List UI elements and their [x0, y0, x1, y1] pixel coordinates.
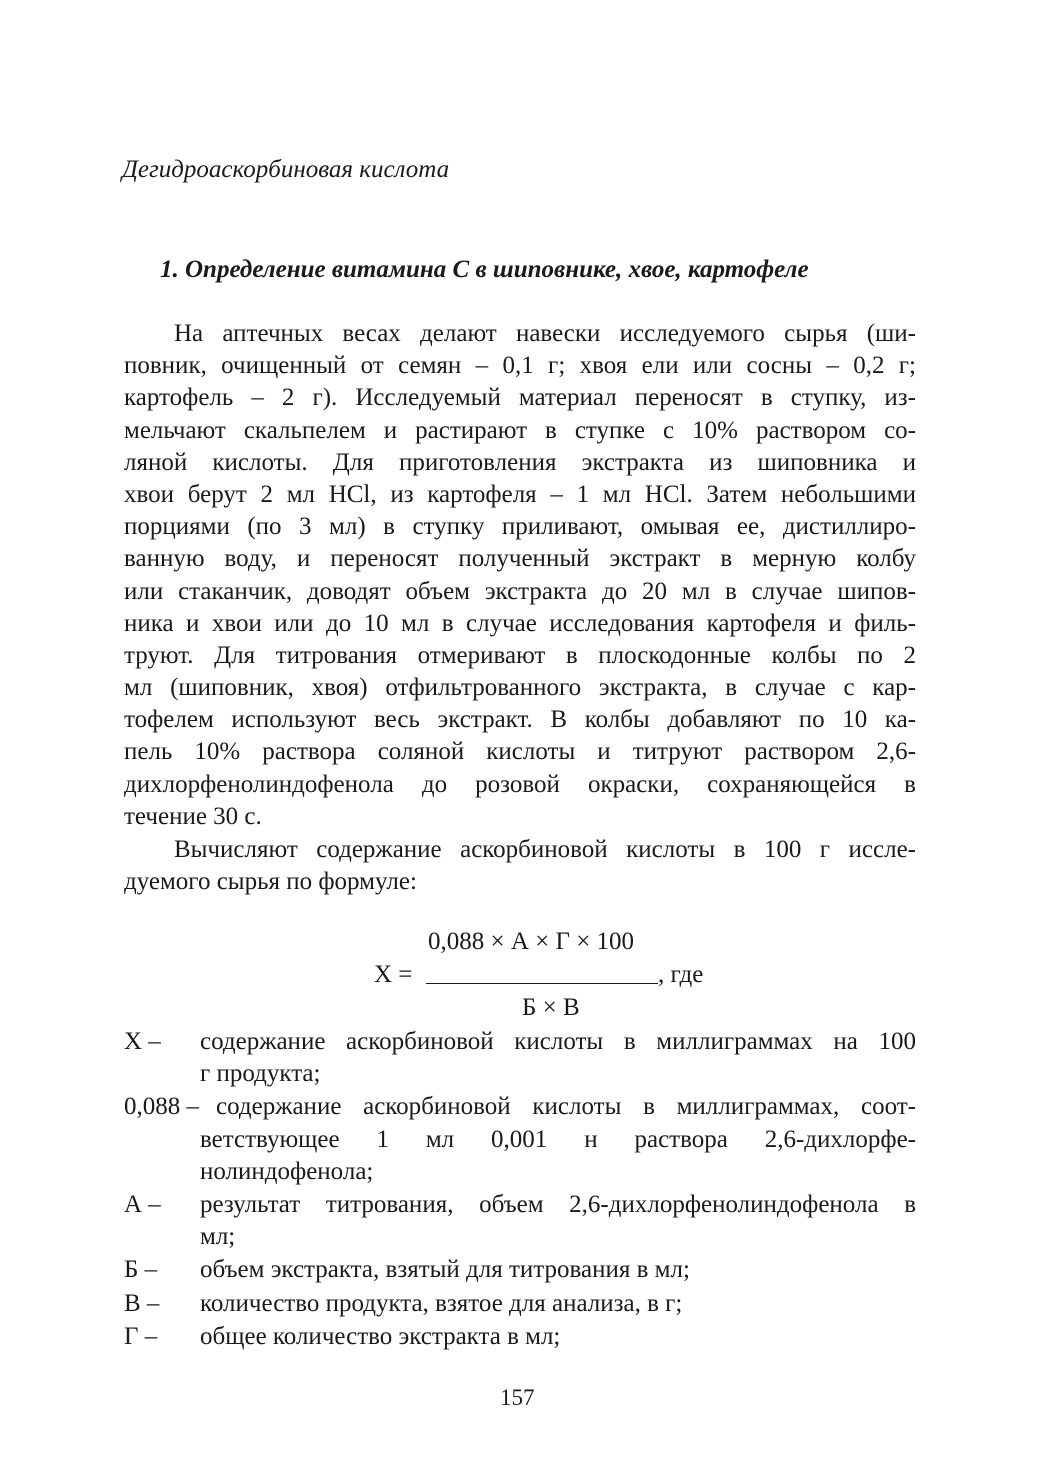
ascorbic-acid-formula	[370, 926, 730, 1026]
paragraph-line: или стаканчик, доводят объем экстракта до 20 мл в случае шипов-	[124, 577, 916, 605]
definition-term: Х –	[124, 1028, 161, 1055]
paragraph-line: пель 10% раствора соляной кислоты и титруют раствором 2,6-	[124, 738, 916, 766]
paragraph-line: ляной кислоты. Для приготовления экстракта из шиповника и	[124, 448, 916, 476]
formula-denominator: Б × В	[522, 994, 580, 1021]
definition-line: г продукта;	[200, 1060, 321, 1088]
paragraph-line: дуемого сырья по формуле:	[124, 868, 417, 896]
paragraph-line: На аптечных весах делают навески исследуемого сырья (ши-	[174, 320, 916, 347]
paragraph-line: тофелем используют весь экстракт. В колбы добавляют по 10 ка-	[124, 706, 916, 734]
definition-line: объем экстракта, взятый для титрования в мл;	[200, 1256, 690, 1284]
definition-line: количество продукта, взятое для анализа, в г;	[200, 1289, 683, 1317]
subsection-heading: Дегидроаскорбиновая кислота	[122, 156, 450, 183]
fraction-bar	[426, 983, 658, 984]
paragraph-line: мл (шиповник, хвоя) отфильтрованного экстракта, в случае с кар-	[124, 674, 916, 702]
paragraph-line: хвои берут 2 мл HCl, из картофеля – 1 мл HCl. Затем небольшими	[124, 480, 916, 508]
definition-term: Б –	[124, 1256, 158, 1284]
paragraph-line: дихлорфенолиндофенола до розовой окраски, сохраняющейся в	[124, 770, 916, 798]
definition-term: А –	[124, 1190, 161, 1218]
paragraph-line: картофель – 2 г). Исследуемый материал переносят в ступку, из-	[124, 384, 916, 412]
formula-where: , где	[658, 961, 704, 988]
formula-lhs: Х =	[374, 961, 413, 988]
calculation-paragraph	[124, 834, 916, 898]
paragraph-line: течение 30 с.	[124, 802, 262, 830]
variable-definitions	[124, 1026, 916, 1354]
paragraph-line: ванную воду, и переносят полученный экстракт в мерную колбу	[124, 545, 916, 573]
definition-line: ветствующее 1 мл 0,001 н раствора 2,6-дихлорфе-	[200, 1125, 916, 1153]
page-number: 157	[500, 1385, 535, 1410]
definition-line: результат титрования, объем 2,6-дихлорфенолиндофенола в	[200, 1190, 916, 1218]
section-title: 1. Определение витамина С в шиповнике, хвое, картофеле	[160, 256, 809, 283]
definition-line: содержание аскорбиновой кислоты в миллиграммах, соот-	[216, 1093, 916, 1121]
definition-v	[124, 1288, 916, 1320]
definition-term: 0,088 –	[124, 1093, 199, 1121]
definition-line: нолиндофенола;	[200, 1157, 374, 1185]
paragraph-line: повник, очищенный от семян – 0,1 г; хвоя ели или сосны – 0,2 г;	[124, 352, 916, 380]
paragraph-line: мельчают скальпелем и растирают в ступке с 10% раствором со-	[124, 416, 916, 444]
definition-x	[124, 1026, 916, 1090]
definition-b	[124, 1254, 916, 1286]
paragraph-line: труют. Для титрования отмеривают в плоскодонные колбы по 2	[124, 641, 916, 669]
definition-term: В –	[124, 1289, 160, 1317]
method-paragraph	[124, 318, 916, 833]
definition-line: общее количество экстракта в мл;	[200, 1322, 561, 1350]
definition-g	[124, 1321, 916, 1353]
definition-0088	[124, 1091, 916, 1188]
paragraph-line: ника и хвои или до 10 мл в случае исследования картофеля и филь-	[124, 609, 916, 637]
paragraph-line: Вычисляют содержание аскорбиновой кислоты в 100 г иссле-	[174, 836, 916, 863]
formula-numerator: 0,088 × А × Г × 100	[428, 928, 635, 955]
definition-line: содержание аскорбиновой кислоты в миллиграммах на 100	[200, 1028, 916, 1055]
definition-line: мл;	[200, 1223, 236, 1251]
definition-term: Г –	[124, 1322, 158, 1350]
paragraph-line: порциями (по 3 мл) в ступку приливают, омывая ее, дистиллиро-	[124, 513, 916, 541]
definition-a	[124, 1189, 916, 1253]
